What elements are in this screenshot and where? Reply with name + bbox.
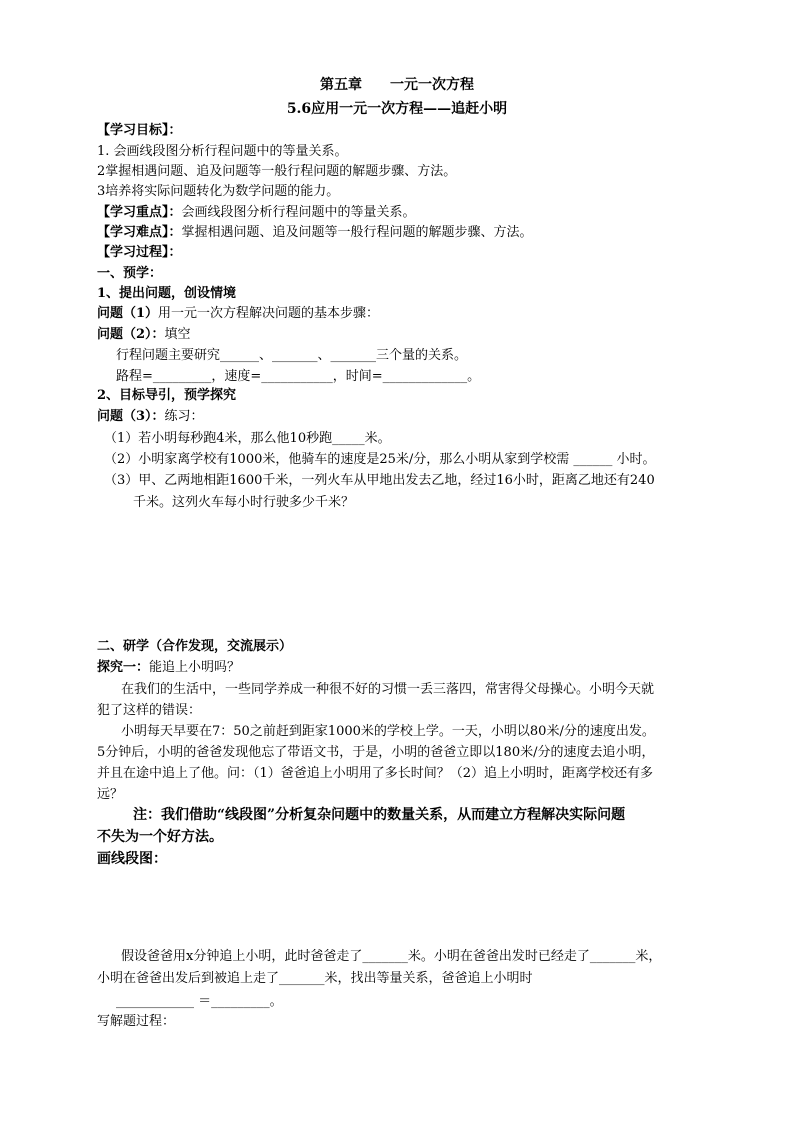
difficult-point-text: 掌握相遇问题、追及问题等一般行程问题的解题步骤、方法。 xyxy=(181,225,533,240)
solution-label: 写解题过程： xyxy=(97,1014,176,1029)
story-para-2-line-2: 5分钟后，小明的爸爸发现他忘了带语文书，于是，小明的爸爸立即以180米/分的速度去追小明， xyxy=(97,745,655,760)
difficult-point xyxy=(97,224,533,242)
fill-blank-quantities: 行程问题主要研究______、_______、_______三个量的关系。 xyxy=(116,348,468,363)
goal-2: 2掌握相遇问题、追及问题等一般行程问题的解题步骤、方法。 xyxy=(97,164,457,179)
section-prestudy: 一、预学： xyxy=(97,266,163,281)
story-para-2-line-4: 远？ xyxy=(97,787,124,802)
story-para-1-line-2: 犯了这样的错误： xyxy=(97,703,202,718)
section-research: 二、研学（合作发现，交流展示） xyxy=(97,639,293,654)
explore-1-label: 探究一： xyxy=(97,660,150,675)
process-header: 【学习过程】： xyxy=(97,245,182,260)
key-point-text: 会画线段图分析行程问题中的等量关系。 xyxy=(181,205,416,220)
exercise-2: （2）小明家离学校有1000米，他骑车的速度是25米/分，那么小明从家到学校需 ______ 小时。 xyxy=(104,452,656,467)
lesson-title: 5.6应用一元一次方程——追赶小明 xyxy=(286,101,508,117)
assumption-line-2: 小明在爸爸出发后到被追上走了_______米，找出等量关系，爸爸追上小明时 xyxy=(97,971,533,986)
assumption-line-1: 假设爸爸用x分钟追上小明，此时爸爸走了_______米。小明在爸爸出发时已经走了_______米， xyxy=(121,949,662,964)
difficult-point-label: 【学习难点】： xyxy=(97,225,182,240)
equation-blank: ____________ ＝_________。 xyxy=(116,994,283,1009)
question-2-text: 填空 xyxy=(164,327,191,342)
subsection-1: 1、提出问题，创设情境 xyxy=(97,286,237,301)
question-2 xyxy=(97,326,191,344)
question-3 xyxy=(97,408,204,426)
question-3-text: 练习： xyxy=(164,409,204,424)
question-1-text: 用一元一次方程解决问题的基本步骤： xyxy=(158,306,380,321)
subsection-2: 2、目标导引，预学探究 xyxy=(97,388,237,403)
chapter-title: 第五章 一元一次方程 xyxy=(320,77,474,93)
question-2-label: 问题（2）： xyxy=(97,327,165,342)
explore-1 xyxy=(97,659,240,677)
note-line-2: 不失为一个好方法。 xyxy=(97,829,223,845)
question-1-label: 问题（1） xyxy=(97,306,159,321)
key-point xyxy=(97,204,416,222)
draw-diagram-label: 画线段图： xyxy=(97,851,167,867)
exercise-1: （1）若小明每秒跑4米，那么他10秒跑_____米。 xyxy=(104,431,391,446)
goals-header: 【学习目标】： xyxy=(97,123,182,138)
exercise-3-line-1: （3）甲、乙两地相距1600千米，一列火车从甲地出发去乙地，经过16小时，距离乙地还有240 xyxy=(104,473,655,488)
note-line-1: 注：我们借助“线段图”分析复杂问题中的数量关系，从而建立方程解决实际问题 xyxy=(133,807,626,823)
story-para-1-line-1: 在我们的生活中，一些同学养成一种很不好的习惯一丢三落四，常害得父母操心。小明今天就 xyxy=(121,682,655,697)
explore-1-text: 能追上小明吗？ xyxy=(149,660,241,675)
key-point-label: 【学习重点】： xyxy=(97,205,182,220)
goal-3: 3培养将实际问题转化为数学问题的能力。 xyxy=(97,184,340,199)
question-3-label: 问题（3）： xyxy=(97,409,165,424)
goal-1: 1. 会画线段图分析行程问题中的等量关系。 xyxy=(97,144,348,159)
fill-blank-formulas: 路程=_________，速度=___________，时间=_____________。 xyxy=(116,369,481,384)
exercise-3-line-2: 千米。这列火车每小时行驶多少千米？ xyxy=(133,495,355,510)
question-1 xyxy=(97,305,379,323)
story-para-2-line-3: 并且在途中追上了他。问：（1）爸爸追上小明用了多长时间？（2）追上小明时，距离学校还有多 xyxy=(97,766,654,781)
story-para-2-line-1: 小明每天早要在7：50之前赶到距家1000米的学校上学。一天，小明以80米/分的速度出发。 xyxy=(121,724,655,739)
